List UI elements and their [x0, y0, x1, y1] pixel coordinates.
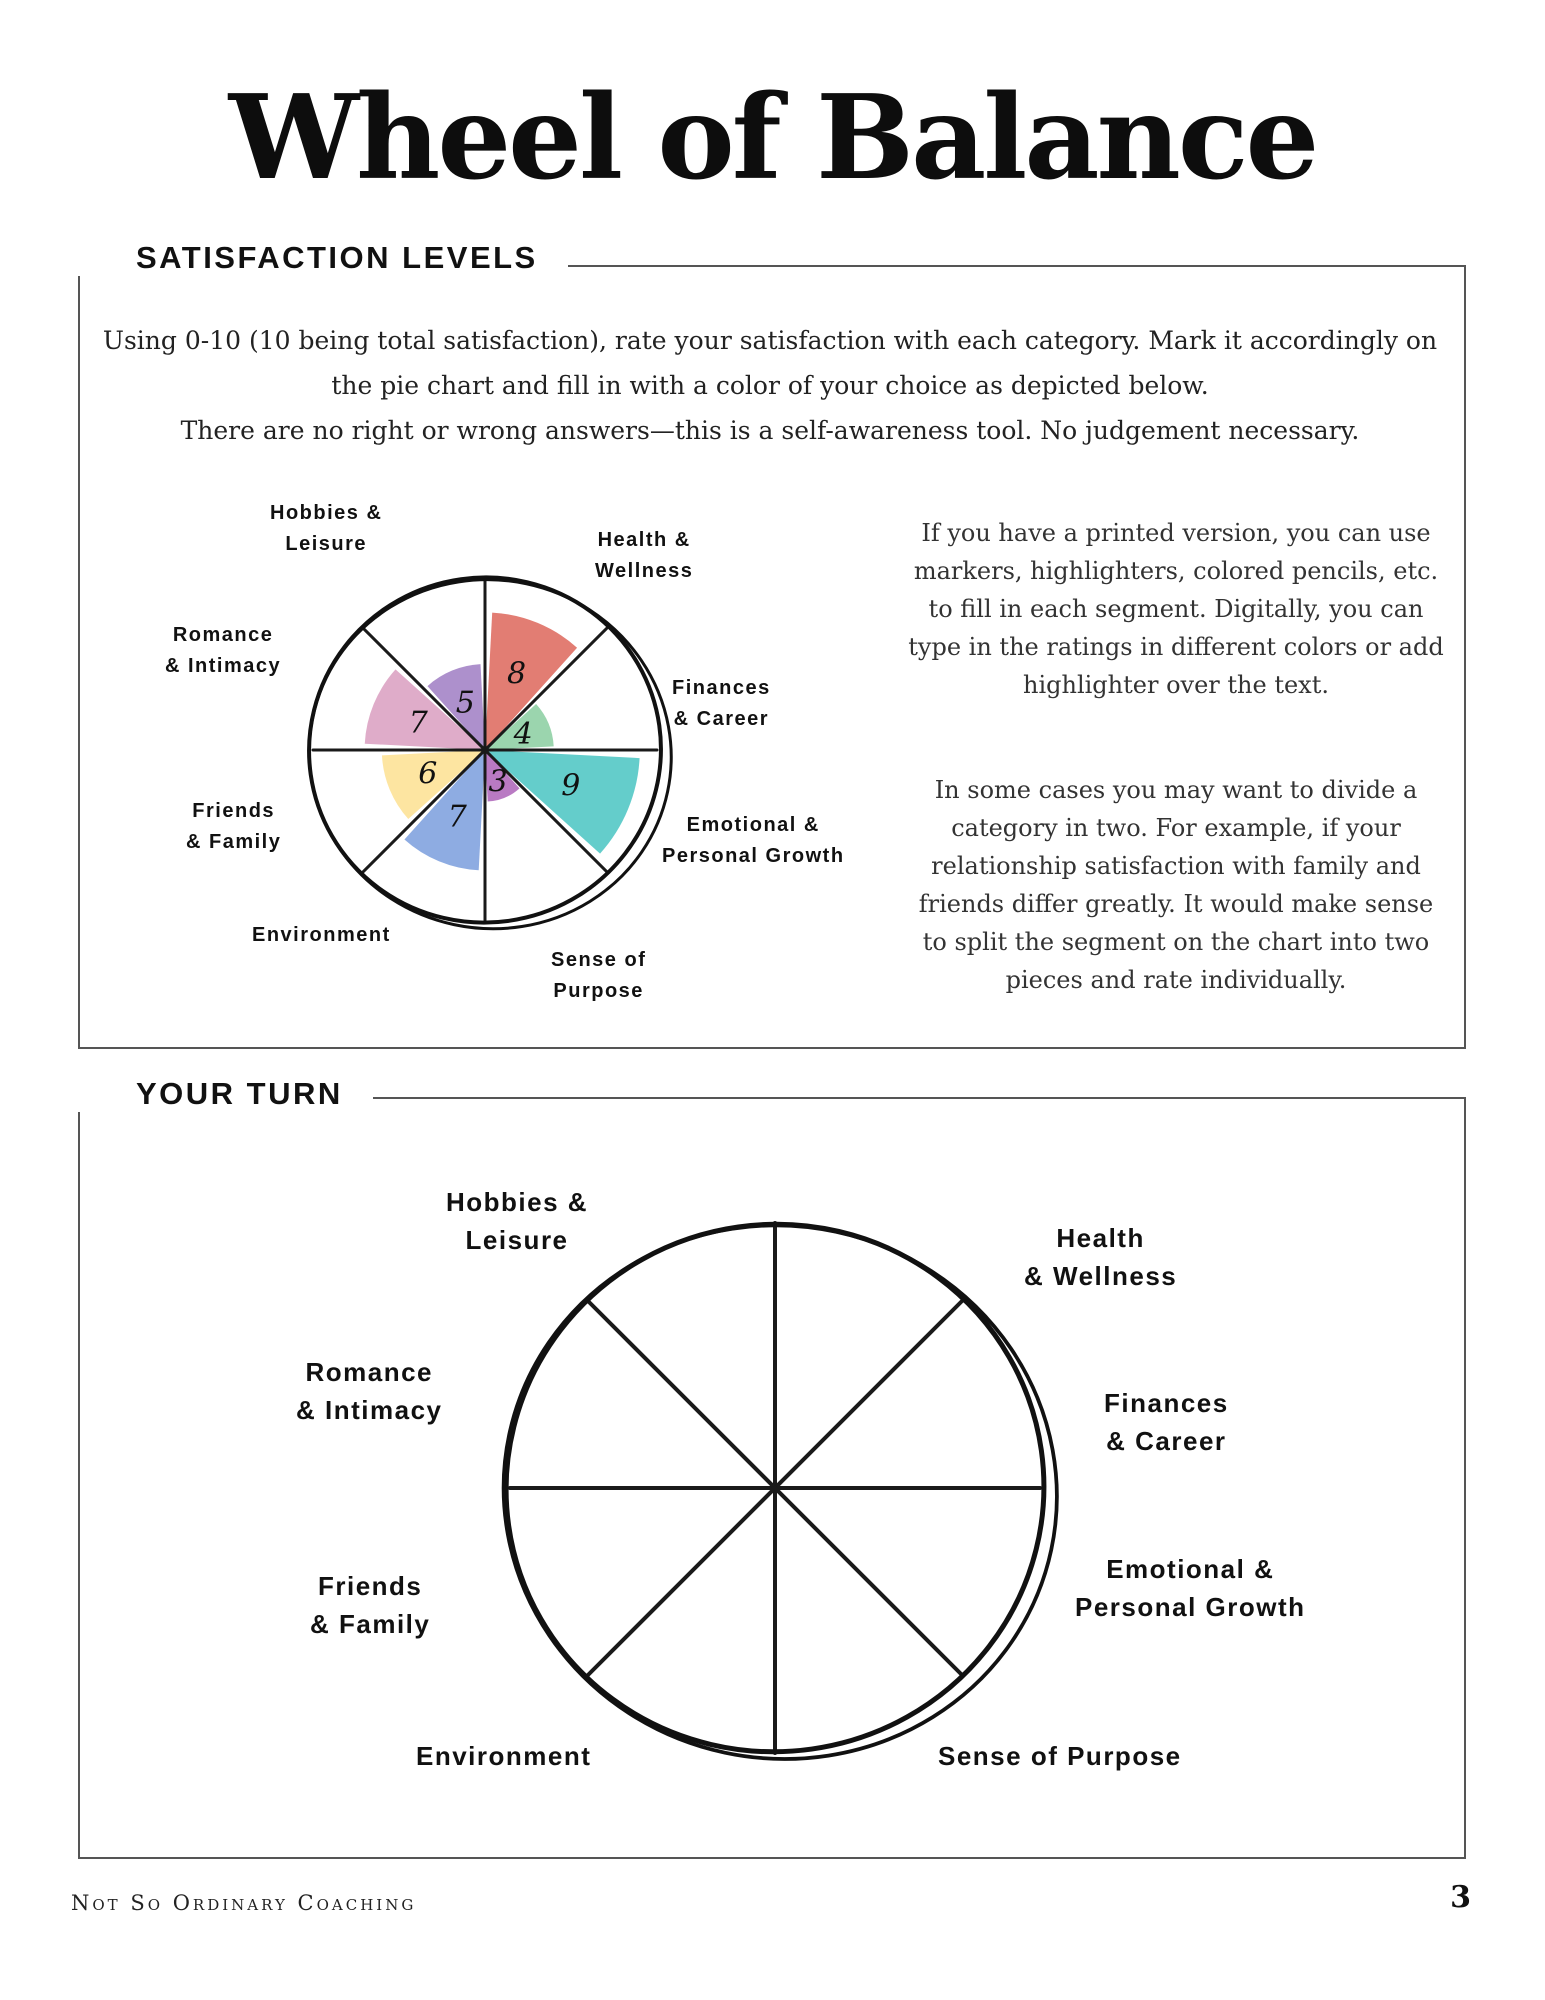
example-label-emotional: Emotional & Personal Growth — [662, 814, 845, 867]
turn-label-hobbies: Hobbies & Leisure — [446, 1187, 589, 1255]
rating-romance-intimacy: 7 — [408, 705, 428, 741]
turn-label-emotional: Emotional & Personal Growth — [1075, 1554, 1306, 1622]
intro-text — [100, 318, 1440, 453]
rating-hobbies-leisure: 5 — [455, 685, 475, 721]
example-label-romance: Romance & Intimacy — [165, 624, 282, 677]
example-label-finances: Finances & Career — [672, 677, 771, 730]
footer-brand: Not So Ordinary Coaching — [71, 1891, 417, 1915]
example-wheel-chart — [185, 520, 785, 960]
example-label-health: Health & Wellness — [595, 529, 694, 582]
rating-emotional-personal-growth: 9 — [561, 768, 581, 804]
turn-label-romance: Romance & Intimacy — [296, 1357, 443, 1425]
page-number: 3 — [1450, 1880, 1471, 1915]
turn-label-environment: Environment — [416, 1741, 592, 1771]
page-title: Wheel of Balance — [228, 70, 1317, 206]
turn-label-finances: Finances & Career — [1104, 1388, 1229, 1456]
rating-health-wellness: 8 — [507, 656, 527, 692]
example-label-hobbies: Hobbies & Leisure — [270, 502, 383, 555]
rating-environment: 7 — [447, 799, 467, 835]
your-turn-heading: YOUR TURN — [76, 1076, 373, 1112]
turn-label-friends: Friends & Family — [310, 1571, 431, 1639]
turn-label-health: Health & Wellness — [1024, 1223, 1178, 1291]
turn-label-purpose: Sense of Purpose — [938, 1741, 1182, 1771]
intro-paragraph-1: Using 0-10 (10 being total satisfaction), rate your satisfaction with each category. Mark it accordingly on the pie chart and fill in with a color of your choice as depicted below. — [102, 326, 1438, 400]
example-label-purpose: Sense of Purpose — [551, 949, 647, 1002]
instructions-split-category: In some cases you may want to divide a category in two. For example, if your relationship satisfaction with family and friends differ greatly. It would make sense to split the segment on the chart into two pieces and rate individually. — [918, 776, 1434, 994]
example-label-environment: Environment — [252, 924, 391, 946]
blank-wheel-chart — [470, 1205, 1070, 1785]
satisfaction-levels-heading: SATISFACTION LEVELS — [76, 240, 568, 276]
rating-finances-career: 4 — [513, 717, 533, 753]
rating-friends-family: 6 — [418, 756, 438, 792]
rating-sense-of-purpose: 3 — [488, 764, 508, 800]
intro-paragraph-2: There are no right or wrong answers—this is a self-awareness tool. No judgement necessary. — [180, 416, 1360, 445]
instructions-printed: If you have a printed version, you can use markers, highlighters, colored pencils, etc. to fill in each segment. Digitally, you can type in the ratings in different colors or add highlighter over the text. — [908, 519, 1444, 699]
example-label-friends: Friends & Family — [186, 800, 282, 853]
